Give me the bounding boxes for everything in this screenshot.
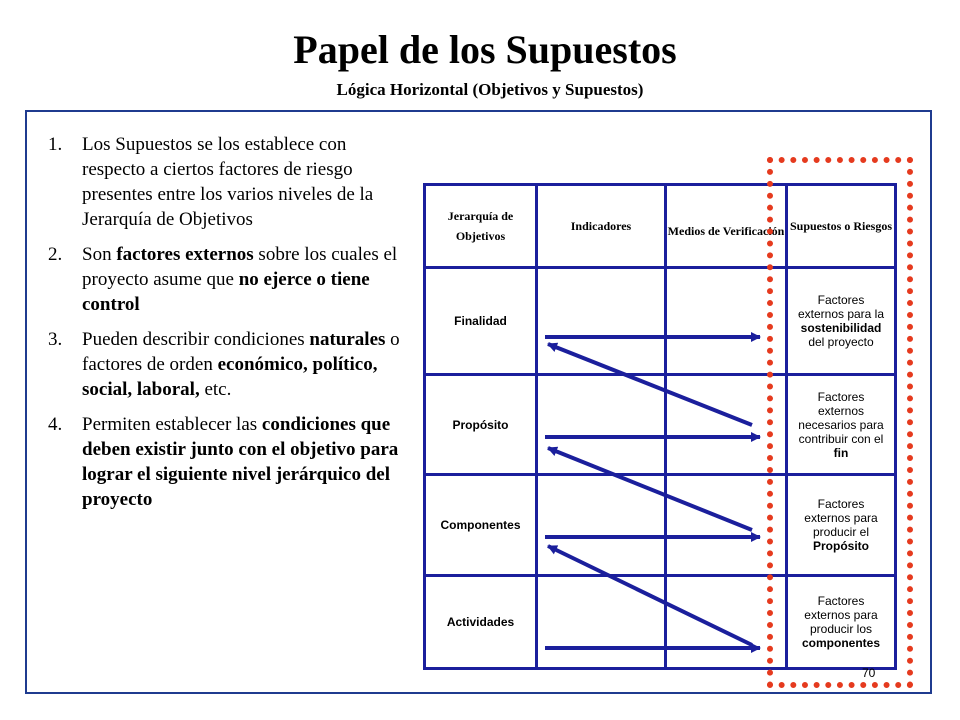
arrow-up-finalidad (548, 344, 752, 425)
row-label-actividades: Actividades (446, 615, 515, 629)
list-item-number: 3. (48, 329, 63, 350)
list-item-number: 2. (48, 244, 63, 265)
header-jerarquia: Jerarquía de Objetivos (447, 209, 514, 243)
page-number: 70 (862, 666, 876, 680)
list-item-number: 1. (48, 134, 63, 155)
page-subtitle: Lógica Horizontal (Objetivos y Supuestos) (336, 80, 644, 99)
assumption-actividades: Factores externos para producir los componentes (801, 594, 880, 650)
page-title: Papel de los Supuestos (293, 27, 677, 72)
row-label-proposito: Propósito (452, 417, 509, 432)
list-item: 2. Son factores externos sobre los cuales el proyecto asume que no ejerce o tiene control (48, 244, 398, 315)
list-item: 1. Los Supuestos se los establece con respecto a ciertos factores de riesgo presentes entre los varios niveles de la Jerarquía de Objetivos (48, 134, 374, 230)
assumption-proposito: Factores externos necesarios para contribuir con el fin (798, 389, 884, 460)
row-label-finalidad: Finalidad (454, 314, 507, 328)
assumption-componentes: Factores externos para producir el Propósito (804, 497, 878, 553)
list-item-number: 4. (48, 414, 63, 435)
assumptions-highlight (767, 157, 913, 688)
assumption-finalidad: Factores externos para la sostenibilidad del proyecto (797, 293, 885, 349)
list-item: 3. Pueden describir condiciones naturales o factores de orden económico, político, social, laboral, etc. (48, 329, 400, 400)
header-supuestos: Supuestos o Riesgos (789, 219, 893, 233)
row-label-componentes: Componentes (440, 518, 521, 532)
header-medios: Medios de Verificación (667, 224, 785, 238)
list-item: 4. Permiten establecer las condiciones que deben existir junto con el objetivo para lograr el siguiente nivel jerárquico del proyecto (48, 414, 399, 510)
header-indicadores: Indicadores (570, 219, 632, 233)
arrow-up-proposito (548, 448, 752, 530)
arrow-up-componentes (548, 546, 752, 645)
